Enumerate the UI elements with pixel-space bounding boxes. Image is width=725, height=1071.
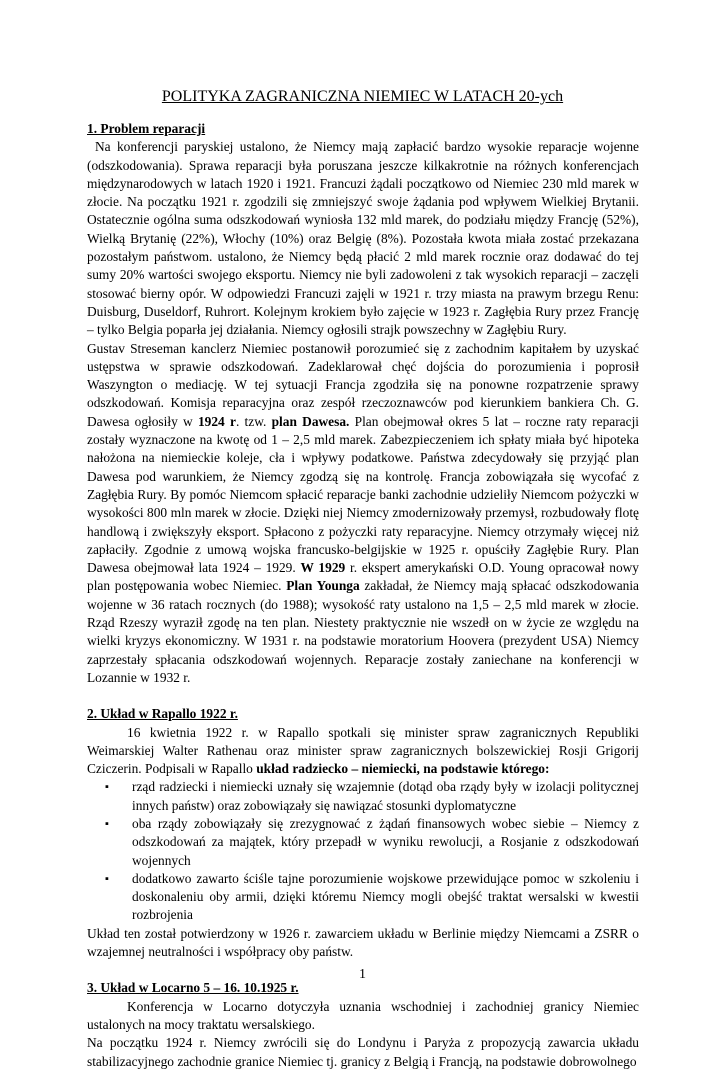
bullet-icon: ▪	[105, 817, 109, 830]
spacer	[87, 687, 639, 705]
section-2-paragraph-1	[87, 724, 639, 779]
section-2-heading: 2. Układ w Rapallo 1922 r.	[87, 706, 238, 722]
list-item-text: dodatkowo zawarto ściśle tajne porozumienie wojskowe przewidujące pomoc w szkoleniu i doskonaleniu oby armii, dzięki któremu Niemcy mogli obejść traktat wersalski w kwestii rozbrojenia	[132, 870, 639, 923]
bold-run: W 1929	[300, 560, 346, 576]
text-run: 16 kwietnia 1922 r. w Rapallo spotkali się minister spraw zagranicznych Republiki Weimarskiej Walter Rathenau oraz minister spraw zagranicznych bolszewickiej Rosji Grigorij Cziczerin. Podpisali w Rapallo	[87, 724, 639, 777]
section-3-paragraph-2: Na początku 1924 r. Niemcy zwrócili się do Londynu i Paryża z propozycją zawarcia układu stabilizacyjnego zachodnie granice Niemiec tj. granicy z Belgią i Francją, na podstawie dobrowolnego	[87, 1035, 639, 1069]
list-item	[105, 778, 639, 815]
bold-run: plan Dawesa.	[271, 413, 350, 429]
bullet-icon: ▪	[105, 872, 109, 885]
section-3-heading: 3. Układ w Locarno 5 – 16. 10.1925 r.	[87, 980, 299, 996]
text-run: r. ekspert amerykański O.D. Young opracował nowy plan postępowania wobec Niemiec.	[87, 560, 640, 594]
text-run: Plan obejmował okres 5 lat – roczne raty reparacji zostały wyznaczone na kwotę od 1 – 2,5 mld marek. Zabezpieczeniem ich spłaty miała być hipoteka nałożona na niemieckie koleje, cła i wpływy podatkowe. Państwa zdecydowały się przyjąć plan Dawesa pod warunkiem, że Niemcy zgodzą się na kontrolę. Francja zobowiązała się wycofać z Zagłębia Rury. By pomóc Niemcom spłacić reparacje banki zachodnie udzieliły Niemcom pożyczki w wysokości 800 mln marek w złocie. Dzięki niej Niemcy zmodernizowały przemysł, rozbudowały flotę handlową i zwiększyły eksport. Spłacono z pożyczki raty reparacyjne. Niemcy otrzymały więcej niż zapłaciły. Zgodnie z umową wojska francusko-belgijskie w 1925 r. opuściły Zagłębie Rury. Plan Dawesa obejmował lata 1924 – 1929.	[87, 413, 640, 576]
section-1-paragraph-2	[87, 340, 639, 688]
document-title: POLITYKA ZAGRANICZNA NIEMIEC W LATACH 20-ych	[161, 88, 564, 105]
section-1-heading: 1. Problem reparacji	[87, 121, 206, 136]
section-2-paragraph-2: Układ ten został potwierdzony w 1926 r. zawarciem układu w Berlinie między Niemcami a ZSRR o wzajemnej neutralności i współpracy oby państw.	[87, 925, 639, 960]
bold-run: 1924 r	[197, 413, 236, 429]
document-body	[87, 120, 639, 1071]
list-item	[105, 870, 639, 925]
page-number: 1	[359, 967, 366, 982]
section-1-paragraph-1: Na konferencji paryskiej ustalono, że Niemcy mają zapłacić bardzo wysokie reparacje wojenne (odszkodowania). Sprawa reparacji była poruszana jeszcze kilkakrotnie na różnych konferencjach międzynarodowych w latach 1920 i 1921. Francuzi żądali początkowo od Niemiec 230 mld marek w złocie. Na początku 1921 r. zgodzili się zmniejszyć swoje żądania pod wpływem Wielkiej Brytanii. Ostatecznie ogólna suma odszkodowań wyniosła 132 mld marek, do podziału między Francję (52%), Wielką Brytanię (22%), Włochy (10%) oraz Belgię (8%). Pozostała kwota miała zostać przekazana pozostałym państwom. ustalono, że Niemcy będą płacić 2 mld marek rocznie oraz dodawać do tej sumy 20% wartości swojego eksportu. Niemcy nie byli zadowoleni z tak wysokich reparacji – zaczęli stosować bierny opór. W odpowiedzi Francuzi zajęli w 1921 r. trzy miasta na prawym brzegu Renu: Duisburg, Duseldorf, Ruhrort. Kolejnym krokiem było zajęcie w 1923 r. Zagłębia Rury przez Francję – tylko Belgia poparła jej działania. Niemcy ogłosili strajk powszechny w Zagłębiu Rury.	[87, 139, 639, 338]
section-2-bullet-list	[87, 778, 639, 924]
text-run: . tzw.	[235, 413, 272, 429]
list-item-text: rząd radziecki i niemiecki uznały się wzajemnie (dotąd oba rządy były w izolacji politycznej innych państw) oraz zobowiązały się nawiązać stosunki dyplomatyczne	[132, 779, 639, 813]
text-run: Gustav Streseman kanclerz Niemiec postanowił porozumieć się z zachodnim kapitałem by uzyskać ustępstwa w sprawie odszkodowań. Zadeklarował chęć dojścia do porozumienia i poprosił Waszyngton o mediację. W tej sytuacji Francja zgodziła się na ponowne rozpatrzenie sprawy odszkodowań. Komisja reparacyjna oraz zespół rzeczoznawców pod kierunkiem bankiera Ch. G. Dawesa ogłosiły w	[87, 340, 639, 429]
list-item	[105, 815, 639, 870]
bold-run: układ radziecko – niemiecki, na podstawie którego:	[256, 761, 550, 777]
list-item-text: oba rządy zobowiązały się zrezygnować z żądań finansowych wobec siebie – Niemcy z odszkodowań za majątek, który przepadł w wyniku rewolucji, a Rosjanie z odszkodowań wojennych	[132, 815, 639, 868]
text-run: zakładał, że Niemcy mają spłacać odszkodowania wojenne w 36 ratach rocznych (do 1988); wysokość raty ustalono na 1,5 – 2,5 mld marek w złocie. Rząd Rzeszy wyraził zgodę na ten plan. Niestety praktycznie nie wszedł on w życie ze względu na wielki kryzys ekonomiczny. W 1931 r. na podstawie moratorium Hoovera (prezydent USA) Niemcy zaprzestały spłacania odszkodowań wojennych. Reparacje zostały zaniechane na konferencji w Lozannie w 1932 r.	[87, 578, 639, 685]
section-3-paragraph-1: Konferencja w Locarno dotyczyła uznania wschodniej i zachodniej granicy Niemiec ustalonych na mocy traktatu wersalskiego.	[87, 998, 639, 1032]
bold-run: Plan Younga	[286, 578, 360, 594]
bullet-icon: ▪	[105, 781, 109, 794]
